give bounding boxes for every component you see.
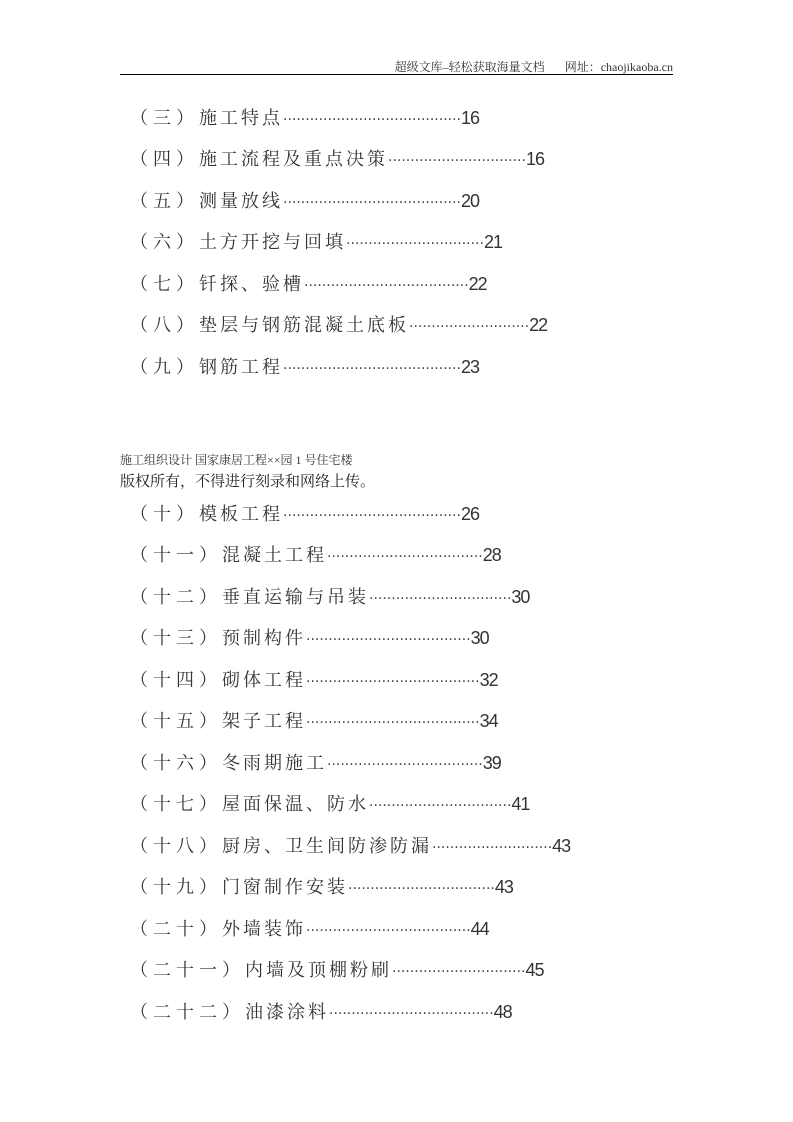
toc-entry[interactable]	[130, 543, 501, 567]
toc-entry-number: （二十二）	[130, 1002, 245, 1023]
toc-entry-title: 施工流程及重点决策	[199, 149, 388, 170]
toc-entry-title: 架子工程	[222, 711, 306, 732]
toc-page-number: 16	[461, 108, 480, 128]
toc-entry-number: （三）	[130, 108, 199, 129]
toc-entry-number: （二十一）	[130, 960, 245, 981]
toc-page-number: 26	[461, 504, 480, 524]
toc-entry[interactable]	[130, 585, 529, 609]
toc-entry-number: （八）	[130, 315, 199, 336]
toc-page-number: 44	[470, 919, 489, 939]
toc-page-number: 23	[461, 357, 480, 377]
toc-page-number: 41	[511, 794, 530, 814]
copyright-notice: 版权所有，不得进行刻录和网络上传。	[120, 472, 376, 490]
toc-leader-dots: ·······························	[388, 153, 526, 169]
toc-leader-dots: ································	[369, 591, 512, 607]
toc-page-number: 30	[470, 628, 489, 648]
toc-page-number: 39	[482, 753, 501, 773]
toc-leader-dots: ·····································	[329, 1006, 494, 1022]
toc-leader-dots: ········································	[283, 112, 462, 128]
toc-entry-title: 垂直运输与吊装	[222, 587, 369, 608]
toc-leader-dots: ······························	[392, 964, 526, 980]
toc-page-number: 34	[479, 711, 498, 731]
toc-entry[interactable]	[130, 792, 529, 816]
toc-entry-title: 垫层与钢筋混凝土底板	[199, 315, 409, 336]
toc-page-number: 21	[483, 232, 502, 252]
toc-entry-title: 预制构件	[222, 628, 306, 649]
toc-entry-number: （二十）	[130, 919, 222, 940]
toc-entry-number: （四）	[130, 149, 199, 170]
toc-entry[interactable]	[130, 230, 502, 254]
toc-entry-title: 砌体工程	[222, 670, 306, 691]
toc-page-number: 43	[494, 877, 513, 897]
toc-entry-title: 钢筋工程	[199, 357, 283, 378]
toc-entry[interactable]	[130, 626, 489, 650]
toc-leader-dots: ·······························	[346, 236, 484, 252]
toc-entry[interactable]	[130, 147, 544, 171]
toc-entry[interactable]	[130, 313, 547, 337]
toc-leader-dots: ·······································	[306, 715, 480, 731]
toc-entry[interactable]	[130, 668, 498, 692]
toc-leader-dots: ·····································	[306, 632, 471, 648]
toc-entry-number: （七）	[130, 274, 199, 295]
toc-entry-number: （十九）	[130, 877, 222, 898]
toc-entry-number: （五）	[130, 191, 199, 212]
page-header	[120, 56, 673, 75]
toc-entry-number: （十七）	[130, 794, 222, 815]
toc-page-number: 48	[493, 1002, 512, 1022]
toc-leader-dots: ········································	[283, 195, 462, 211]
toc-page-number: 22	[529, 315, 548, 335]
toc-entry-number: （十）	[130, 504, 199, 525]
toc-leader-dots: ···································	[327, 757, 483, 773]
toc-entry-title: 测量放线	[199, 191, 283, 212]
footer-note: 施工组织设计 国家康居工程××园 1 号住宅楼	[120, 453, 353, 467]
toc-entry[interactable]	[130, 355, 479, 379]
toc-entry[interactable]	[130, 189, 479, 213]
toc-entry-title: 土方开挖与回填	[199, 232, 346, 253]
toc-page-number: 32	[479, 670, 498, 690]
toc-entry[interactable]	[130, 272, 487, 296]
toc-entry-title: 冬雨期施工	[222, 753, 327, 774]
toc-entry[interactable]	[130, 709, 498, 733]
toc-page-number: 20	[461, 191, 480, 211]
toc-page-number: 16	[525, 149, 544, 169]
toc-leader-dots: ·································	[348, 881, 495, 897]
toc-entry-number: （九）	[130, 357, 199, 378]
toc-leader-dots: ································	[369, 798, 512, 814]
toc-leader-dots: ···································	[327, 549, 483, 565]
toc-entry-number: （十六）	[130, 753, 222, 774]
toc-entry-number: （六）	[130, 232, 199, 253]
toc-entry[interactable]	[130, 751, 501, 775]
toc-leader-dots: ···························	[409, 319, 530, 335]
toc-entry-number: （十一）	[130, 545, 222, 566]
toc-entry-title: 钎探、验槽	[199, 274, 304, 295]
toc-page-number: 43	[552, 836, 571, 856]
toc-page-number: 45	[525, 960, 544, 980]
toc-entry-number: （十二）	[130, 587, 222, 608]
header-text	[395, 58, 673, 75]
header-url[interactable]: 网址：chaojikaoba.cn	[564, 60, 673, 74]
toc-entry-title: 厨房、卫生间防渗防漏	[222, 836, 432, 857]
toc-entry[interactable]	[130, 834, 570, 858]
toc-entry-title: 屋面保温、防水	[222, 794, 369, 815]
toc-entry-title: 模板工程	[199, 504, 283, 525]
toc-page-number: 22	[468, 274, 487, 294]
toc-entry-number: （十五）	[130, 711, 222, 732]
toc-leader-dots: ·····································	[306, 923, 471, 939]
toc-entry-number: （十八）	[130, 836, 222, 857]
toc-entry-title: 油漆涂料	[245, 1002, 329, 1023]
toc-page-number: 30	[511, 587, 530, 607]
toc-leader-dots: ········································	[283, 361, 462, 377]
toc-entry-title: 内墙及顶棚粉刷	[245, 960, 392, 981]
toc-entry[interactable]	[130, 958, 544, 982]
toc-entry[interactable]	[130, 106, 479, 130]
toc-entry-title: 施工特点	[199, 108, 283, 129]
toc-entry[interactable]	[130, 917, 489, 941]
toc-entry-title: 门窗制作安装	[222, 877, 348, 898]
toc-entry[interactable]	[130, 502, 479, 526]
toc-entry-title: 外墙装饰	[222, 919, 306, 940]
toc-leader-dots: ···························	[432, 840, 553, 856]
header-site-name: 超级文库–轻松获取海量文档	[394, 60, 545, 74]
toc-leader-dots: ·····································	[304, 278, 469, 294]
toc-entry[interactable]	[130, 1000, 512, 1024]
toc-entry[interactable]	[130, 875, 513, 899]
toc-entry-title: 混凝土工程	[222, 545, 327, 566]
toc-page-number: 28	[482, 545, 501, 565]
toc-entry-number: （十四）	[130, 670, 222, 691]
toc-entry-number: （十三）	[130, 628, 222, 649]
toc-leader-dots: ········································	[283, 508, 462, 524]
toc-leader-dots: ·······································	[306, 674, 480, 690]
